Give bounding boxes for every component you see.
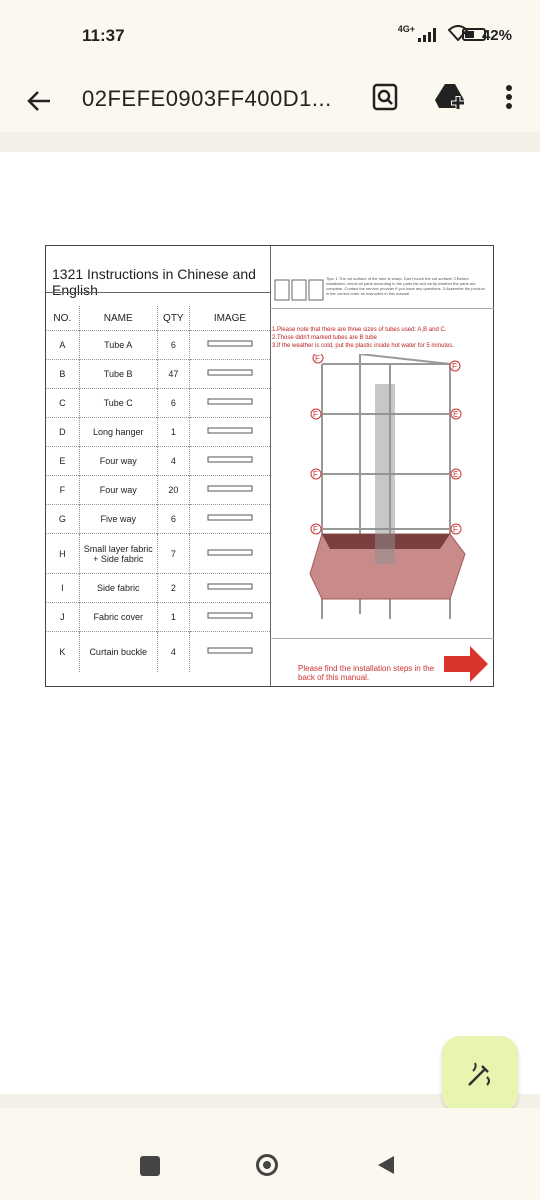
part-image-icon bbox=[189, 389, 270, 418]
part-image-icon bbox=[189, 534, 270, 574]
part-image-icon bbox=[189, 360, 270, 389]
cell-qty: 1 bbox=[157, 603, 189, 632]
cell-no: J bbox=[46, 603, 79, 632]
cell-name: Tube B bbox=[79, 360, 157, 389]
part-image-icon bbox=[189, 418, 270, 447]
table-row bbox=[46, 389, 270, 418]
document-search-icon[interactable] bbox=[368, 80, 402, 114]
cell-name: Curtain buckle bbox=[79, 632, 157, 672]
cell-name: Small layer fabric + Side fabric bbox=[79, 534, 157, 574]
more-vert-icon[interactable] bbox=[492, 80, 526, 114]
cell-qty: 4 bbox=[157, 632, 189, 672]
recents-button[interactable] bbox=[140, 1156, 160, 1176]
note-2: 2.Those didn't marked tubes are B tube bbox=[272, 335, 377, 341]
col-qty: QTY bbox=[157, 306, 189, 331]
svg-text:E: E bbox=[453, 470, 459, 479]
parts-table bbox=[46, 306, 270, 672]
table-row bbox=[46, 574, 270, 603]
part-image-icon bbox=[189, 447, 270, 476]
svg-text:F: F bbox=[453, 525, 458, 534]
col-image: IMAGE bbox=[213, 312, 247, 324]
cell-name: Fabric cover bbox=[79, 603, 157, 632]
part-image-icon bbox=[189, 331, 270, 360]
parts-list-panel bbox=[46, 246, 271, 686]
diagram-panel bbox=[270, 246, 494, 686]
cell-no: H bbox=[46, 534, 79, 574]
part-image-icon bbox=[189, 574, 270, 603]
note-3: 3.If the weather is cold, put the plastic inside hot water for 5 minutes. bbox=[272, 343, 455, 349]
cell-no: G bbox=[46, 505, 79, 534]
col-name: NAME bbox=[79, 306, 157, 331]
table-row bbox=[46, 505, 270, 534]
drive-add-icon[interactable] bbox=[434, 80, 468, 114]
table-row bbox=[46, 360, 270, 389]
cell-qty: 20 bbox=[157, 476, 189, 505]
system-nav-bar bbox=[0, 1108, 540, 1200]
cell-name: Four way bbox=[79, 447, 157, 476]
arrow-left-icon[interactable] bbox=[24, 86, 54, 116]
table-row bbox=[46, 447, 270, 476]
battery-percent: 42% bbox=[481, 27, 512, 44]
cell-qty: 6 bbox=[157, 331, 189, 360]
document-title: 02FEFE0903FF400D1... bbox=[82, 86, 332, 111]
cell-no: E bbox=[46, 447, 79, 476]
table-row bbox=[46, 632, 270, 672]
tips-icons bbox=[274, 276, 324, 302]
cell-no: K bbox=[46, 632, 79, 672]
svg-text:F: F bbox=[313, 470, 318, 479]
app-toolbar bbox=[0, 72, 540, 132]
back-nav-button[interactable] bbox=[374, 1154, 396, 1176]
document-page bbox=[45, 245, 494, 687]
note-1: 1.Please note that there are three sizes of tubes used: A,B and C. bbox=[272, 327, 447, 333]
cell-name: Side fabric bbox=[79, 574, 157, 603]
notes bbox=[272, 326, 492, 350]
table-row bbox=[46, 331, 270, 360]
cell-qty: 2 bbox=[157, 574, 189, 603]
cell-qty: 1 bbox=[157, 418, 189, 447]
table-row bbox=[46, 603, 270, 632]
part-image-icon bbox=[189, 632, 270, 672]
cell-qty: 6 bbox=[157, 389, 189, 418]
cell-no: I bbox=[46, 574, 79, 603]
part-image-icon bbox=[189, 476, 270, 505]
part-image-icon bbox=[189, 603, 270, 632]
home-button[interactable] bbox=[256, 1154, 278, 1176]
cell-qty: 47 bbox=[157, 360, 189, 389]
part-image-icon bbox=[189, 505, 270, 534]
edit-button[interactable] bbox=[442, 1036, 518, 1112]
cell-name: Tube C bbox=[79, 389, 157, 418]
table-row bbox=[46, 534, 270, 574]
cell-no: A bbox=[46, 331, 79, 360]
svg-text:F: F bbox=[452, 362, 457, 371]
svg-text:F: F bbox=[313, 525, 318, 534]
find-steps-note: Please find the installation steps in the back of this manual. bbox=[298, 664, 435, 682]
cell-name: Five way bbox=[79, 505, 157, 534]
cell-qty: 7 bbox=[157, 534, 189, 574]
status-bar bbox=[0, 0, 540, 72]
cell-no: D bbox=[46, 418, 79, 447]
cell-no: F bbox=[46, 476, 79, 505]
cell-name: Long hanger bbox=[79, 418, 157, 447]
network-type: 4G+ bbox=[397, 24, 415, 34]
cell-name: Four way bbox=[79, 476, 157, 505]
document-viewer[interactable] bbox=[0, 152, 540, 1094]
table-row bbox=[46, 476, 270, 505]
edit-pen-icon bbox=[465, 1059, 495, 1089]
svg-text:E: E bbox=[453, 410, 459, 419]
doc-heading: 1321 Instructions in Chinese and English bbox=[52, 266, 256, 298]
svg-text:F: F bbox=[315, 354, 320, 363]
svg-text:F: F bbox=[313, 410, 318, 419]
cell-no: B bbox=[46, 360, 79, 389]
cell-no: C bbox=[46, 389, 79, 418]
col-no: NO. bbox=[46, 306, 79, 331]
tips-text: Tips: 1.The cut surface of the tube is sharp. Don't touch the cut surface! 2.Before installation, check all parts according to the parts list and verify whether the parts are complete. Contact the service provider if you have any questions. 3.Assemble the product in the correct order as instructed in this manual. bbox=[326, 276, 485, 296]
shelf-diagram bbox=[300, 354, 490, 624]
arrow-right-icon bbox=[442, 644, 490, 684]
signal-icon bbox=[418, 28, 440, 42]
top-band bbox=[0, 132, 540, 152]
cell-qty: 6 bbox=[157, 505, 189, 534]
status-time: 11:37 bbox=[82, 26, 125, 45]
table-row bbox=[46, 418, 270, 447]
cell-qty: 4 bbox=[157, 447, 189, 476]
cell-name: Tube A bbox=[79, 331, 157, 360]
